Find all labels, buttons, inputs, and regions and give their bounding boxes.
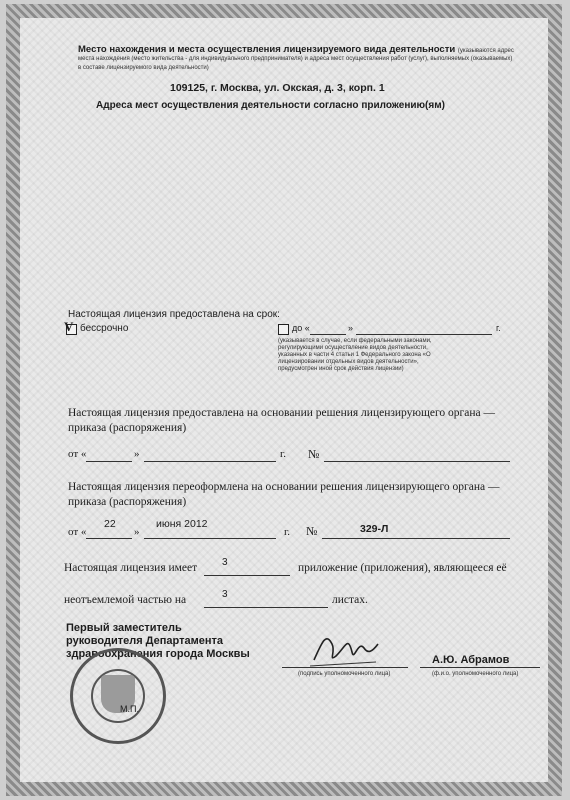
signer-name: А.Ю. Абрамов — [432, 654, 510, 666]
signature-note: (подпись уполномоченного лица) — [298, 671, 391, 677]
attachments-text-4: листах. — [332, 594, 368, 606]
until-note: (указывается в случае, если федеральными законами, регулирующими осуществление видов деятельности, указанных в части 4 статьи 1 Федерального закона «О лицензировании отдельных видов деятельности», предусмотрен иной срок действия лицензии) — [278, 338, 432, 372]
signer-position-line-3: здравоохранения города Москвы — [66, 648, 250, 660]
attachments-text-1: Настоящая лицензия имеет — [64, 562, 198, 574]
attachments-text-3: неотъемлемой частью на — [64, 594, 187, 606]
basis-number-line — [324, 461, 510, 462]
license-page — [6, 4, 562, 796]
reissue-number: 329-Л — [360, 523, 389, 535]
name-line — [420, 667, 540, 668]
until-year-suffix: г. — [496, 323, 501, 333]
until-prefix: до « — [292, 323, 310, 333]
reissue-from: от « — [68, 526, 87, 538]
reissue-number-line — [322, 538, 510, 539]
basis-text: Настоящая лицензия предоставлена на основании решения лицензирующего органа — приказа (распоряжения) — [68, 407, 495, 434]
basis-number-sign: № — [308, 447, 320, 461]
reissue-number-sign: № — [306, 524, 318, 538]
signer-position-line-2: руководителя Департамента — [66, 635, 224, 647]
basis-from: от « — [68, 448, 87, 460]
term-intro: Настоящая лицензия предоставлена на срок: — [68, 309, 280, 320]
basis-quote: » — [134, 448, 140, 460]
name-note: (ф.и.о. уполномоченного лица) — [432, 671, 519, 677]
until-quote: » — [348, 323, 354, 333]
attachments-count-line — [204, 575, 290, 576]
attachments-sheets-line — [204, 607, 328, 608]
places-heading-note: места нахождения (место жительства - для индивидуального предпринимателя) и адреса мест осуществления работ (услуг), выполняемых (оказываемых) — [78, 56, 513, 62]
attachments-count: 3 — [222, 557, 228, 568]
basis-date-line — [144, 461, 276, 462]
reissue-quote: » — [134, 526, 140, 538]
reissue-year-suffix: г. — [284, 526, 291, 538]
reissue-month-year: июня 2012 — [156, 518, 208, 530]
official-seal — [70, 648, 166, 744]
reissue-day: 22 — [104, 518, 116, 530]
places-attachment-note: Адреса мест осуществления деятельности согласно приложению(ям) — [96, 100, 445, 111]
handwritten-signature — [306, 622, 386, 672]
signer-position-line-1: Первый заместитель — [66, 622, 182, 634]
license-address: 109125, г. Москва, ул. Окская, д. 3, корп. 1 — [170, 82, 385, 94]
check-mark-icon: V — [64, 319, 74, 334]
places-heading-note-2: в составе лицензируемого вида деятельности) — [78, 65, 209, 71]
basis-year-suffix: г. — [280, 448, 287, 460]
indefinite-label: бессрочно — [80, 323, 129, 334]
until-date-line — [356, 334, 492, 335]
reissue-text: Настоящая лицензия переоформлена на основании решения лицензирующего органа — приказа (распоряжения) — [68, 481, 500, 508]
signature-line — [282, 667, 408, 668]
places-heading: Место нахождения и места осуществления лицензируемого вида деятельности (указываются адрес — [78, 44, 514, 55]
stamp-place: М.П. — [120, 704, 139, 714]
until-checkbox — [278, 324, 289, 335]
until-day-line — [310, 334, 346, 335]
basis-day-line — [86, 461, 132, 462]
reissue-day-line — [86, 538, 132, 539]
attachments-sheets: 3 — [222, 589, 228, 600]
reissue-date-line — [144, 538, 276, 539]
attachments-text-2: приложение (приложения), являющееся её — [298, 562, 507, 574]
